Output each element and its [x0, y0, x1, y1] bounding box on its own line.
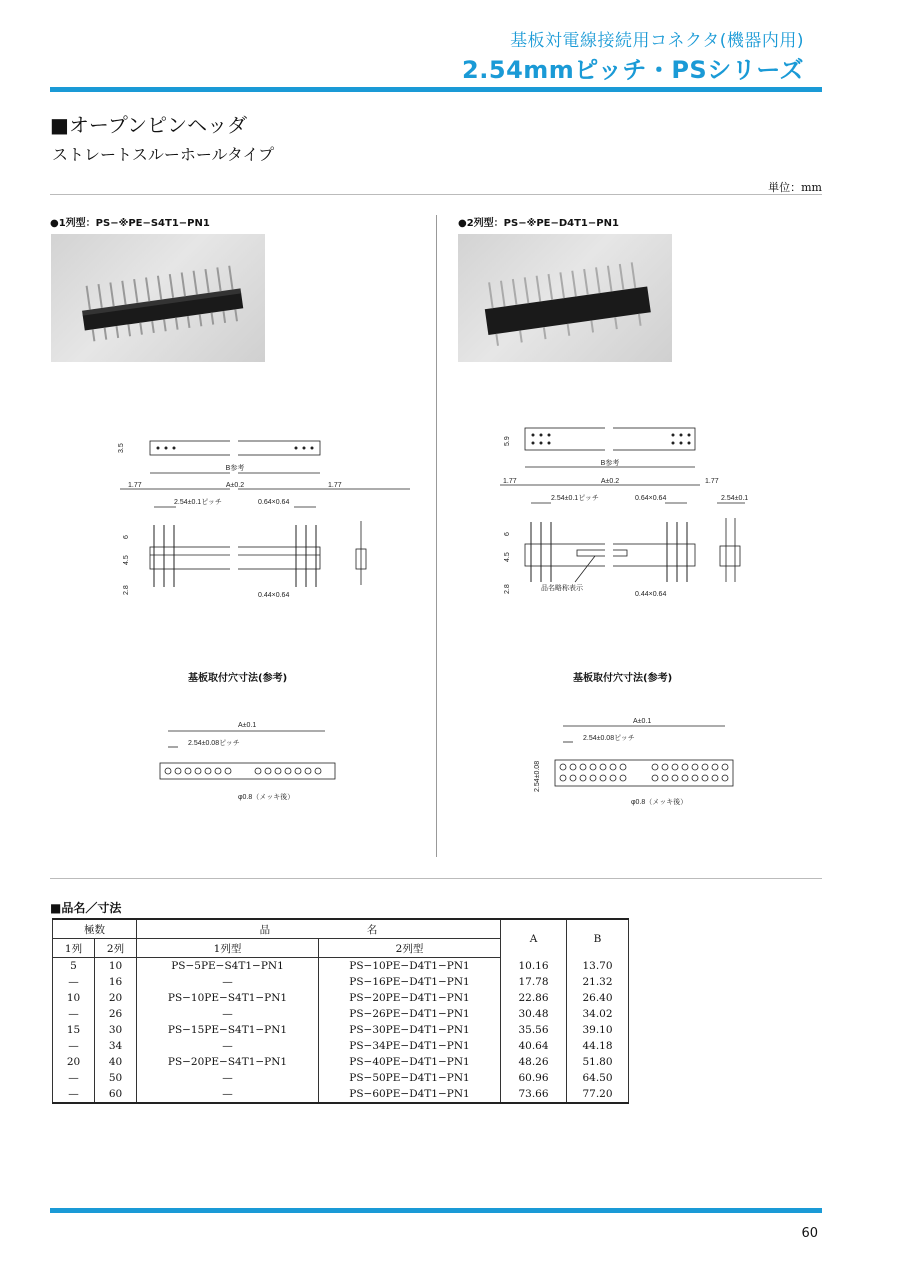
header-part-name-1: 品 [259, 923, 271, 936]
page-number: 60 [801, 1226, 818, 1241]
single-row-header-image [51, 234, 265, 362]
header-poles: 極数 [53, 919, 137, 939]
table-row: — 60 — PS−60PE−D4T1−PN1 73.66 77.20 [53, 1086, 629, 1103]
unit-label: 単位：mm [768, 181, 822, 194]
right-pcb-hole: φ0.8（メッキ後） [631, 799, 688, 806]
table-rule [50, 878, 822, 879]
right-pin-size: 0.64×0.64 [635, 495, 667, 502]
header-row2: 2列 [95, 939, 137, 958]
table-row: 20 40 PS−20PE−S4T1−PN1 PS−40PE−D4T1−PN1 48.26 51.80 [53, 1054, 629, 1070]
left-type-label: ●1列型：PS−※PE−S4T1−PN1 [50, 218, 210, 229]
table-row: — 16 — PS−16PE−D4T1−PN1 17.78 21.32 [53, 974, 629, 990]
left-pcb-pitch: 2.54±0.08ピッチ [188, 740, 240, 747]
left-dim-height: 3.5 [118, 443, 125, 453]
double-row-header-image [458, 234, 672, 362]
table-row: — 26 — PS−26PE−D4T1−PN1 30.48 34.02 [53, 1006, 629, 1022]
page-subtitle: ストレートスルーホールタイプ [52, 145, 275, 164]
table-title: ■品名／寸法 [50, 901, 122, 915]
footer-bar [50, 1208, 822, 1213]
header-a: A [501, 919, 567, 958]
header-part-name-2: 名 [366, 923, 378, 936]
left-margin-right: 1.77 [328, 482, 342, 489]
table-row: — 50 — PS−50PE−D4T1−PN1 60.96 64.50 [53, 1070, 629, 1086]
header-part-name [137, 919, 501, 939]
left-pcb-a-tol: A±0.1 [238, 722, 257, 729]
left-a-tol: A±0.2 [225, 482, 245, 489]
left-b-ref: B参考 [225, 465, 245, 472]
header-category: 基板対電線接続用コネクタ(機器内用) [510, 31, 804, 51]
right-side-pitch: 2.54±0.1 [721, 495, 749, 502]
right-h-upper: 6 [504, 532, 511, 536]
left-margin-left: 1.77 [128, 482, 142, 489]
right-pcb-row-pitch: 2.54±0.08 [534, 760, 541, 792]
right-h-mid: 4.5 [504, 552, 511, 562]
table-row: 5 10 PS−5PE−S4T1−PN1 PS−10PE−D4T1−PN1 10.16 13.70 [53, 958, 629, 975]
right-product-photo [458, 234, 672, 362]
left-pin-size: 0.64×0.64 [258, 499, 290, 506]
right-margin-right: 1.77 [705, 478, 719, 485]
right-h-lower: 2.8 [504, 584, 511, 594]
left-pin-size-bottom: 0.44×0.64 [258, 592, 290, 599]
header-row1: 1列 [53, 939, 95, 958]
left-product-photo [51, 234, 265, 362]
right-pitch: 2.54±0.1ピッチ [551, 495, 599, 502]
left-pcb-hole: φ0.8（メッキ後） [238, 794, 295, 801]
column-divider [436, 215, 437, 857]
left-pcb-caption: 基板取付穴寸法(参考) [188, 673, 288, 684]
page-title: ■オープンピンヘッダ [50, 113, 248, 137]
left-h-lower: 2.8 [123, 585, 130, 595]
right-type-label: ●2列型：PS−※PE−D4T1−PN1 [458, 218, 619, 229]
right-a-tol: A±0.2 [600, 478, 620, 485]
table-row: — 34 — PS−34PE−D4T1−PN1 40.64 44.18 [53, 1038, 629, 1054]
left-h-mid: 4.5 [123, 555, 130, 565]
header-type1: 1列型 [137, 939, 319, 958]
right-dim-height: 5.9 [504, 436, 511, 446]
left-pitch: 2.54±0.1ピッチ [174, 499, 222, 506]
right-b-ref: B参考 [600, 460, 620, 467]
header-type2: 2列型 [319, 939, 501, 958]
table-row: 15 30 PS−15PE−S4T1−PN1 PS−30PE−D4T1−PN1 35.56 39.10 [53, 1022, 629, 1038]
header-bar [50, 87, 822, 92]
parts-table [52, 918, 629, 1104]
header-series: 2.54mmピッチ・PSシリーズ [462, 56, 804, 84]
left-h-upper: 6 [123, 535, 130, 539]
right-pcb-caption: 基板取付穴寸法(参考) [573, 673, 673, 684]
right-pin-size-bottom: 0.44×0.64 [635, 591, 667, 598]
right-pcb-pitch: 2.54±0.08ピッチ [583, 735, 635, 742]
header-b: B [567, 919, 629, 958]
left-dimension-drawing [110, 425, 410, 615]
table-row: 10 20 PS−10PE−S4T1−PN1 PS−20PE−D4T1−PN1 22.86 26.40 [53, 990, 629, 1006]
left-pcb-drawing [140, 715, 360, 815]
top-rule [50, 194, 822, 195]
right-dimension-drawing [495, 422, 770, 612]
right-pcb-drawing [525, 712, 755, 812]
right-marking: 品名略称表示 [541, 585, 583, 592]
right-margin-left: 1.77 [503, 478, 517, 485]
right-pcb-a-tol: A±0.1 [633, 718, 652, 725]
